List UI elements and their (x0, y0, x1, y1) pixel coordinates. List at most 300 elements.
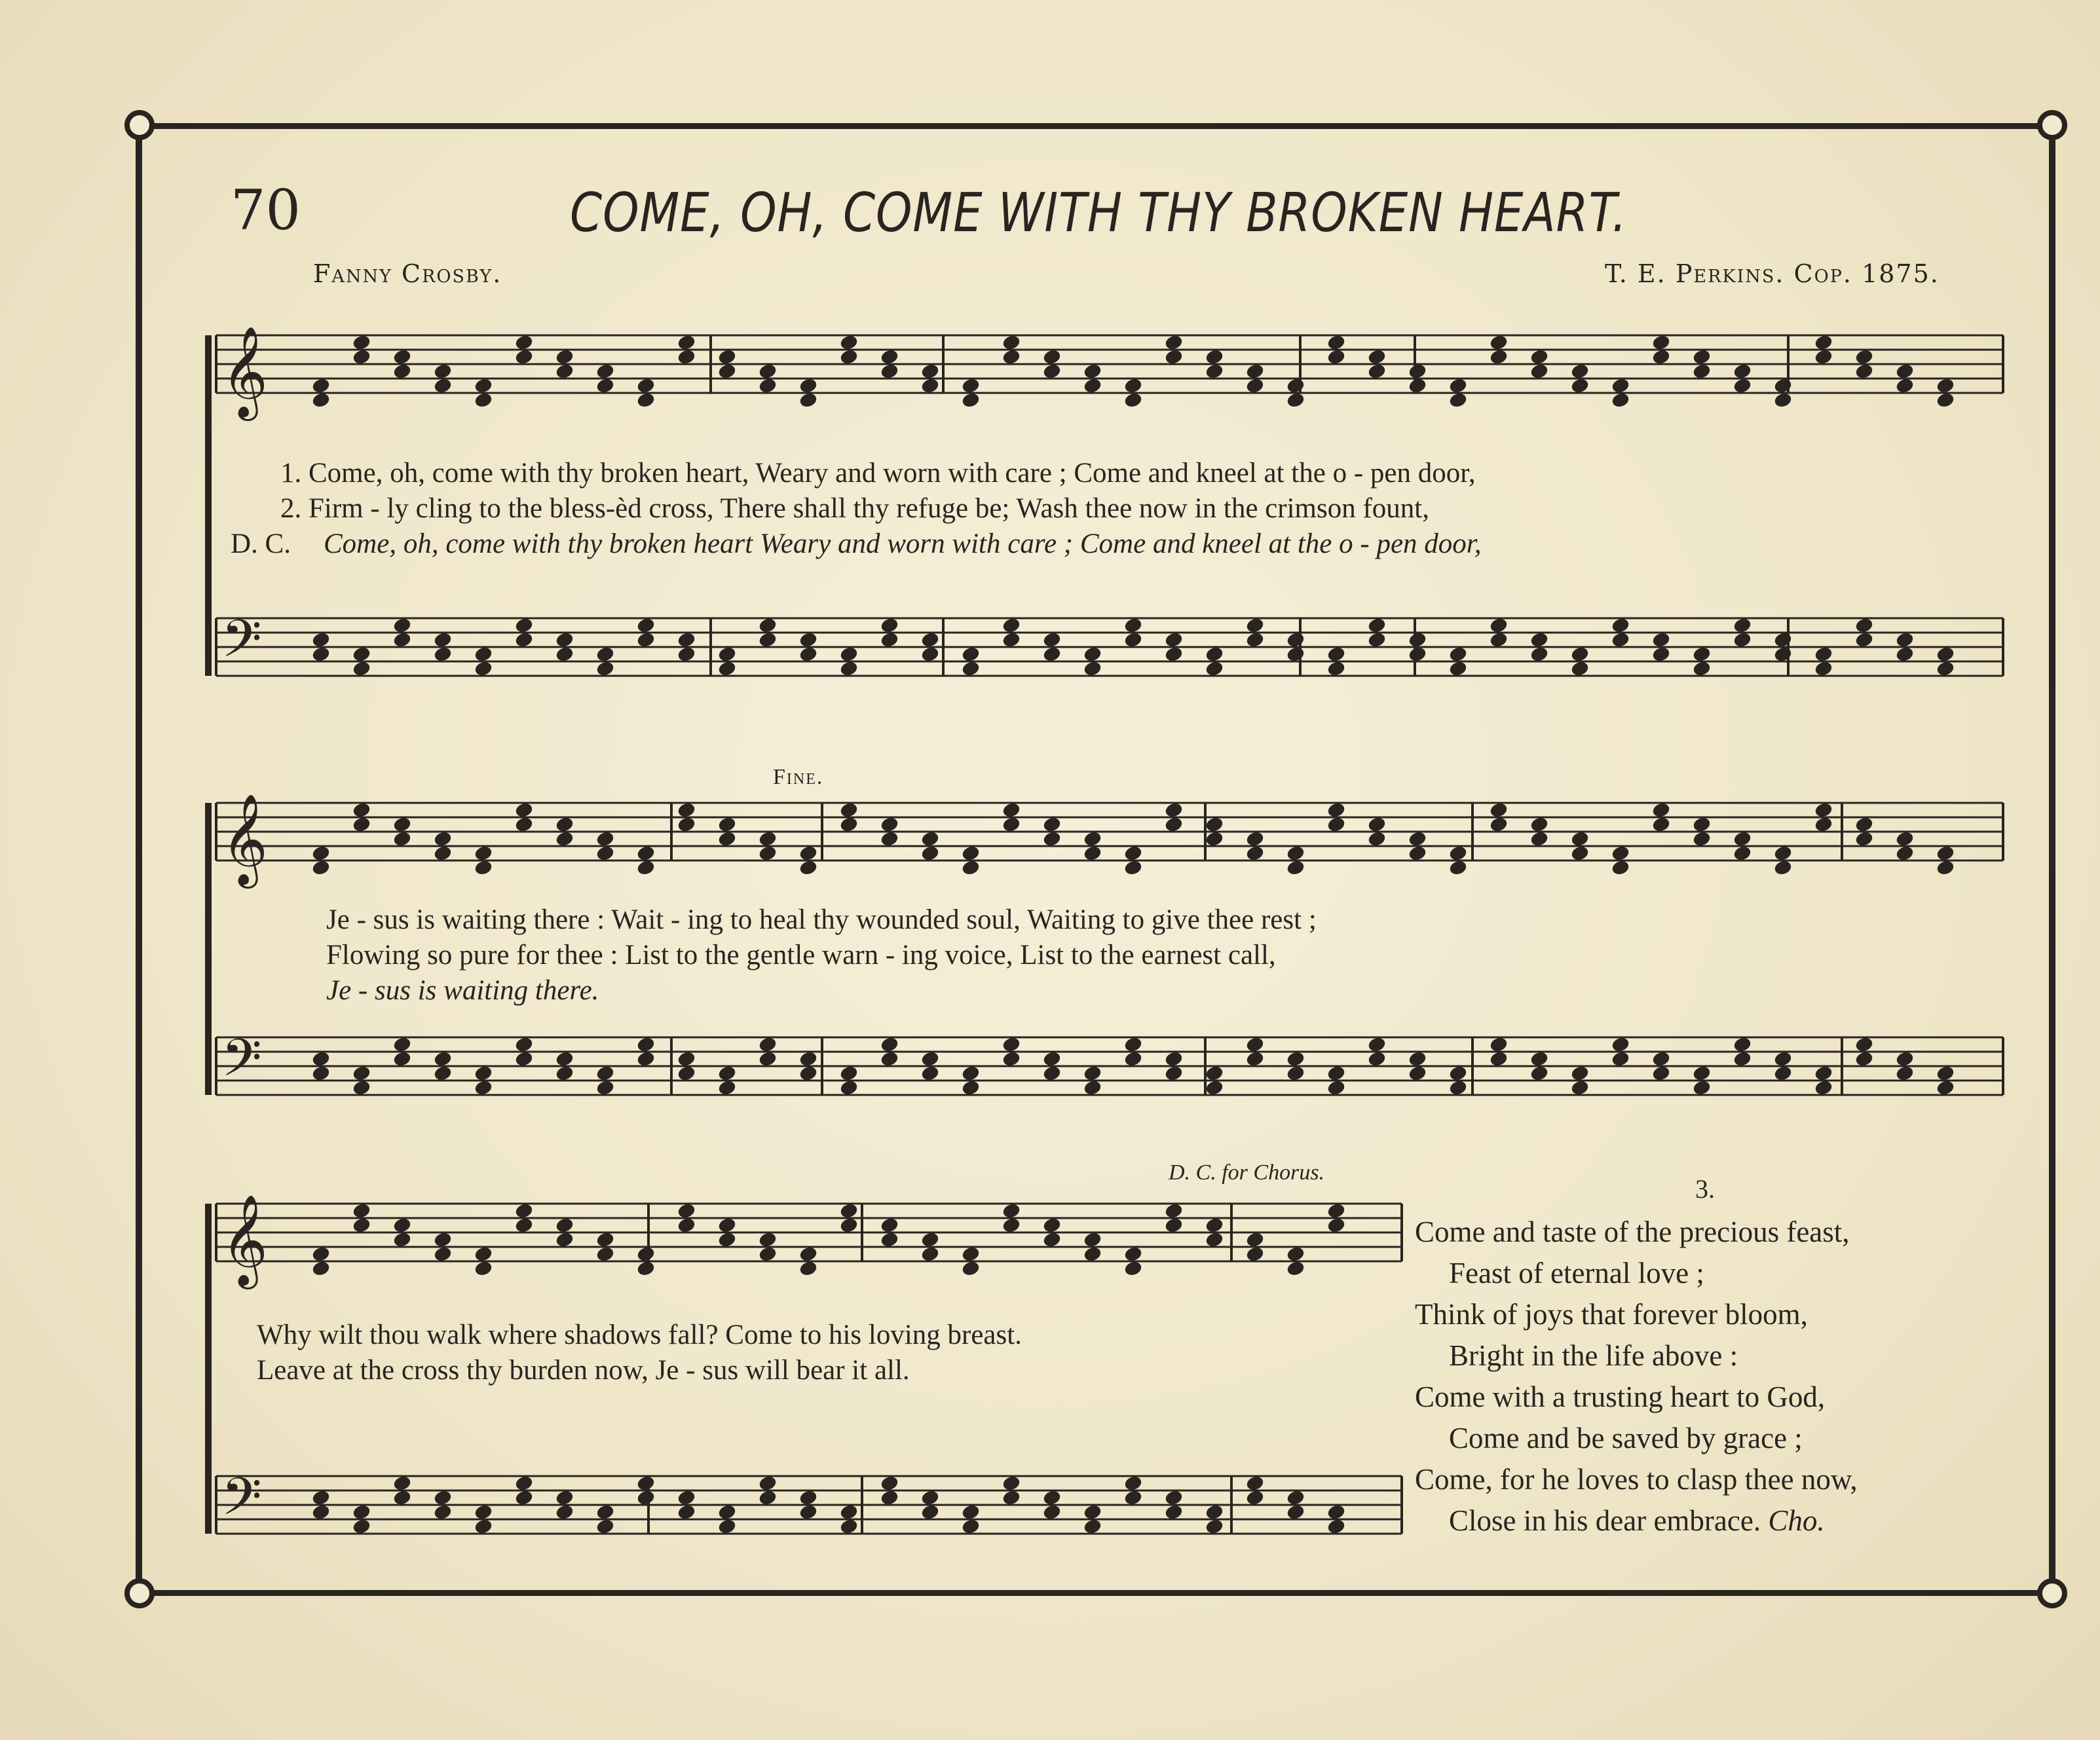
notehead (1896, 1050, 1915, 1067)
system1-dc-prefix: D. C. (231, 528, 291, 559)
notehead (921, 377, 940, 394)
notehead (1124, 617, 1143, 633)
notehead (1774, 631, 1793, 648)
notehead (1246, 1050, 1265, 1067)
notehead (718, 1065, 737, 1081)
notehead (1286, 392, 1305, 408)
notehead (1083, 1504, 1102, 1520)
notehead (1043, 830, 1062, 847)
notehead (962, 1260, 981, 1276)
notehead (1246, 1036, 1265, 1052)
notehead (759, 617, 778, 633)
system2-dc-line: Je - sus is waiting there. (326, 975, 599, 1006)
notehead (962, 660, 981, 676)
notehead (515, 617, 534, 633)
stanza3-text (1415, 1212, 2017, 1542)
notehead (1611, 392, 1630, 408)
notehead (1408, 377, 1427, 394)
notehead (1936, 646, 1955, 662)
notehead (759, 1036, 778, 1052)
notehead (759, 830, 778, 847)
notehead (1693, 363, 1712, 379)
notehead (1652, 334, 1671, 350)
notehead (1002, 802, 1021, 818)
notehead (1571, 377, 1590, 394)
notehead (1571, 830, 1590, 847)
notehead (718, 660, 737, 676)
stanza3-line-4: Bright in the life above : (1449, 1339, 1738, 1372)
notehead (596, 845, 615, 861)
notehead (840, 1202, 859, 1219)
notehead (393, 1231, 412, 1248)
notehead (352, 646, 371, 662)
notehead (434, 845, 453, 861)
notehead (1205, 1231, 1224, 1248)
notehead (1002, 1489, 1021, 1506)
notehead (1733, 1050, 1752, 1067)
notehead (880, 1231, 899, 1248)
notehead (596, 1518, 615, 1534)
notehead (1327, 348, 1346, 365)
notehead (1043, 631, 1062, 648)
notehead (962, 392, 981, 408)
notehead (1652, 646, 1671, 662)
notehead (596, 363, 615, 379)
notehead (1530, 363, 1549, 379)
notehead (759, 1475, 778, 1491)
notehead (759, 1246, 778, 1262)
notehead (1693, 1065, 1712, 1081)
notehead (880, 816, 899, 832)
notehead (1083, 1231, 1102, 1248)
notehead (515, 631, 534, 648)
notehead (1165, 1202, 1184, 1219)
notehead (1124, 377, 1143, 394)
notehead (312, 392, 331, 408)
notehead (1368, 830, 1387, 847)
notehead (1896, 646, 1915, 662)
notehead (515, 1217, 534, 1233)
notehead (1165, 1217, 1184, 1233)
notehead (555, 1504, 574, 1520)
notehead (1246, 631, 1265, 648)
notehead (880, 1050, 899, 1067)
notehead (799, 1050, 818, 1067)
notehead (434, 646, 453, 662)
notehead (1124, 1475, 1143, 1491)
notehead (596, 646, 615, 662)
notehead (759, 363, 778, 379)
notehead (962, 859, 981, 876)
notehead (515, 334, 534, 350)
notehead (1286, 1050, 1305, 1067)
notehead (393, 363, 412, 379)
notehead (1693, 660, 1712, 676)
notehead (840, 334, 859, 350)
notehead (1611, 1050, 1630, 1067)
notehead (1286, 1504, 1305, 1520)
notehead (1611, 631, 1630, 648)
notehead (1368, 816, 1387, 832)
notehead (1043, 1489, 1062, 1506)
notehead (1490, 631, 1509, 648)
notehead (921, 646, 940, 662)
notehead (1205, 1079, 1224, 1096)
notehead (1165, 816, 1184, 832)
notehead (718, 1518, 737, 1534)
notehead (1896, 830, 1915, 847)
notehead (555, 1217, 574, 1233)
notehead (1449, 660, 1468, 676)
notehead (352, 1518, 371, 1534)
notehead (1774, 859, 1793, 876)
notehead (677, 1065, 696, 1081)
notehead (1246, 1246, 1265, 1262)
notehead (1855, 816, 1874, 832)
notehead (1043, 646, 1062, 662)
notehead (1327, 816, 1346, 832)
notehead (1693, 348, 1712, 365)
notehead (718, 1231, 737, 1248)
notehead (1205, 363, 1224, 379)
notehead (1490, 1050, 1509, 1067)
notehead (474, 1518, 493, 1534)
notehead (1246, 377, 1265, 394)
notehead (1286, 1489, 1305, 1506)
notehead (840, 1079, 859, 1096)
notehead (596, 1079, 615, 1096)
notehead (1571, 845, 1590, 861)
notehead (1408, 646, 1427, 662)
notehead (1814, 646, 1833, 662)
notehead (1571, 363, 1590, 379)
notehead (1043, 348, 1062, 365)
notehead (677, 816, 696, 832)
notehead (1124, 392, 1143, 408)
notehead (637, 617, 656, 633)
notehead (637, 1489, 656, 1506)
notehead (1855, 1036, 1874, 1052)
notehead (1693, 816, 1712, 832)
notehead (1043, 1231, 1062, 1248)
notehead (1814, 334, 1833, 350)
notehead (1327, 1202, 1346, 1219)
notehead (555, 816, 574, 832)
notehead (880, 1489, 899, 1506)
notehead (1165, 1065, 1184, 1081)
notehead (759, 845, 778, 861)
notehead (1002, 631, 1021, 648)
notehead (677, 334, 696, 350)
notehead (555, 363, 574, 379)
notehead (799, 1065, 818, 1081)
notehead (555, 1050, 574, 1067)
notehead (474, 1260, 493, 1276)
notehead (962, 646, 981, 662)
notehead (1652, 631, 1671, 648)
notehead (1408, 830, 1427, 847)
notehead (1083, 1065, 1102, 1081)
notehead (1774, 845, 1793, 861)
notehead (515, 348, 534, 365)
notehead (1490, 334, 1509, 350)
notehead (921, 845, 940, 861)
notehead (921, 1050, 940, 1067)
notehead (312, 646, 331, 662)
notehead (962, 845, 981, 861)
notehead (1083, 377, 1102, 394)
stanza3-line-5: Come with a trusting heart to God, (1415, 1380, 1826, 1413)
notehead (1449, 377, 1468, 394)
notehead (1327, 646, 1346, 662)
notehead (515, 1489, 534, 1506)
notehead (799, 1504, 818, 1520)
notehead (352, 334, 371, 350)
notehead (1286, 646, 1305, 662)
notehead (1205, 830, 1224, 847)
notehead (1205, 348, 1224, 365)
notehead (1449, 392, 1468, 408)
notehead (1124, 1246, 1143, 1262)
notehead (1814, 1079, 1833, 1096)
notehead (1530, 1065, 1549, 1081)
stanza3-line-1: Come and taste of the precious feast, (1415, 1215, 1850, 1248)
words-credit: Fanny Crosby. (313, 259, 502, 288)
notehead (596, 377, 615, 394)
notehead (921, 1504, 940, 1520)
notehead (1855, 363, 1874, 379)
notehead (474, 392, 493, 408)
notehead (1327, 1065, 1346, 1081)
notehead (434, 363, 453, 379)
notehead (799, 1260, 818, 1276)
notehead (637, 1260, 656, 1276)
notehead (1124, 631, 1143, 648)
page-number: 70 (231, 178, 301, 242)
notehead (1002, 348, 1021, 365)
notehead (1002, 1202, 1021, 1219)
notehead (799, 631, 818, 648)
notehead (1327, 1079, 1346, 1096)
notehead (555, 1065, 574, 1081)
notehead (1733, 377, 1752, 394)
notehead (1530, 646, 1549, 662)
system3-verse1: Why wilt thou walk where shadows fall? Come to his loving breast. (257, 1320, 1022, 1350)
treble-clef-icon: 𝄞 (221, 794, 268, 885)
notehead (637, 377, 656, 394)
bass-clef-icon: 𝄢 (221, 1466, 262, 1540)
notehead (1408, 631, 1427, 648)
notehead (799, 859, 818, 876)
notehead (555, 348, 574, 365)
notehead (1286, 1260, 1305, 1276)
notehead (1896, 1065, 1915, 1081)
notehead (1571, 1065, 1590, 1081)
bass-clef-icon: 𝄢 (221, 1027, 262, 1101)
notehead (1490, 1036, 1509, 1052)
notehead (1652, 802, 1671, 818)
notehead (962, 1246, 981, 1262)
notehead (1083, 1246, 1102, 1262)
notehead (759, 631, 778, 648)
notehead (1855, 830, 1874, 847)
notehead (515, 802, 534, 818)
notehead (1490, 802, 1509, 818)
system1-dc-line: Come, oh, come with thy broken heart Weary and worn with care ; Come and kneel at the o - pen door, (324, 528, 1482, 559)
notehead (1165, 802, 1184, 818)
notehead (1002, 1050, 1021, 1067)
notehead (1205, 1518, 1224, 1534)
stanza3-line-2: Feast of eternal love ; (1449, 1257, 1704, 1289)
notehead (1449, 1065, 1468, 1081)
notehead (1286, 1065, 1305, 1081)
notehead (759, 377, 778, 394)
notehead (1774, 1065, 1793, 1081)
notehead (393, 1489, 412, 1506)
notehead (1611, 845, 1630, 861)
notehead (1002, 1475, 1021, 1491)
notehead (1002, 1036, 1021, 1052)
notehead (1814, 348, 1833, 365)
notehead (393, 1217, 412, 1233)
notehead (840, 1504, 859, 1520)
notehead (1286, 1246, 1305, 1262)
notehead (1936, 1065, 1955, 1081)
notehead (1936, 392, 1955, 408)
notehead (1408, 363, 1427, 379)
notehead (1286, 377, 1305, 394)
notehead (1368, 363, 1387, 379)
notehead (1246, 830, 1265, 847)
notehead (921, 1231, 940, 1248)
notehead (1327, 1217, 1346, 1233)
notehead (1652, 348, 1671, 365)
notehead (1083, 363, 1102, 379)
notehead (637, 1050, 656, 1067)
notehead (1165, 646, 1184, 662)
notehead (1043, 1050, 1062, 1067)
notehead (677, 631, 696, 648)
notehead (596, 660, 615, 676)
notehead (637, 631, 656, 648)
notehead (799, 845, 818, 861)
notehead (1002, 1217, 1021, 1233)
notehead (515, 1050, 534, 1067)
notehead (637, 392, 656, 408)
dc-chorus-marker: D. C. for Chorus. (1169, 1160, 1325, 1185)
notehead (677, 1489, 696, 1506)
notehead (880, 363, 899, 379)
notehead (312, 1065, 331, 1081)
notehead (555, 631, 574, 648)
notehead (1286, 845, 1305, 861)
notehead (434, 830, 453, 847)
notehead (840, 1065, 859, 1081)
stanza3-number: 3. (1695, 1174, 1715, 1204)
notehead (1530, 1050, 1549, 1067)
notehead (1124, 1036, 1143, 1052)
notehead (352, 348, 371, 365)
notehead (312, 1260, 331, 1276)
notehead (393, 348, 412, 365)
notehead (434, 1246, 453, 1262)
notehead (1246, 363, 1265, 379)
notehead (312, 1504, 331, 1520)
notehead (312, 1246, 331, 1262)
notehead (1083, 646, 1102, 662)
notehead (1165, 1050, 1184, 1067)
notehead (1571, 660, 1590, 676)
stanza3-line-7: Come, for he loves to clasp thee now, (1415, 1463, 1858, 1496)
notehead (1246, 1231, 1265, 1248)
notehead (474, 1065, 493, 1081)
notehead (312, 631, 331, 648)
notehead (1124, 859, 1143, 876)
notehead (1449, 845, 1468, 861)
notehead (474, 845, 493, 861)
notehead (393, 1050, 412, 1067)
fine-marker: Fine. (773, 765, 824, 789)
notehead (1571, 1079, 1590, 1096)
notehead (921, 830, 940, 847)
notehead (677, 802, 696, 818)
notehead (637, 1246, 656, 1262)
notehead (352, 1504, 371, 1520)
notehead (434, 1504, 453, 1520)
notehead (1855, 348, 1874, 365)
notehead (1165, 631, 1184, 648)
notehead (1896, 631, 1915, 648)
notehead (799, 646, 818, 662)
notehead (677, 1202, 696, 1219)
notehead (637, 1475, 656, 1491)
notehead (596, 1246, 615, 1262)
notehead (1490, 617, 1509, 633)
notehead (1124, 1489, 1143, 1506)
notehead (1165, 1489, 1184, 1506)
notehead (474, 1504, 493, 1520)
notehead (1611, 377, 1630, 394)
notehead (1083, 1079, 1102, 1096)
notehead (759, 1050, 778, 1067)
chorus-cue: Cho. (1768, 1504, 1825, 1537)
notehead (1043, 363, 1062, 379)
system1-verse2: 2. Firm - ly cling to the bless-èd cross, There shall thy refuge be; Wash thee now in the crimson fount, (280, 493, 1429, 524)
notehead (1652, 816, 1671, 832)
notehead (718, 348, 737, 365)
notehead (1936, 377, 1955, 394)
notehead (1124, 1260, 1143, 1276)
notehead (718, 1504, 737, 1520)
notehead (677, 1217, 696, 1233)
notehead (474, 646, 493, 662)
notehead (1165, 348, 1184, 365)
notehead (515, 816, 534, 832)
notehead (840, 816, 859, 832)
notehead (718, 646, 737, 662)
notehead (1083, 830, 1102, 847)
notehead (1246, 617, 1265, 633)
notehead (312, 1489, 331, 1506)
notehead (1652, 1050, 1671, 1067)
notehead (555, 646, 574, 662)
notehead (718, 816, 737, 832)
notehead (434, 1065, 453, 1081)
notehead (1814, 816, 1833, 832)
notehead (1814, 1065, 1833, 1081)
notehead (1408, 1065, 1427, 1081)
notehead (1896, 845, 1915, 861)
